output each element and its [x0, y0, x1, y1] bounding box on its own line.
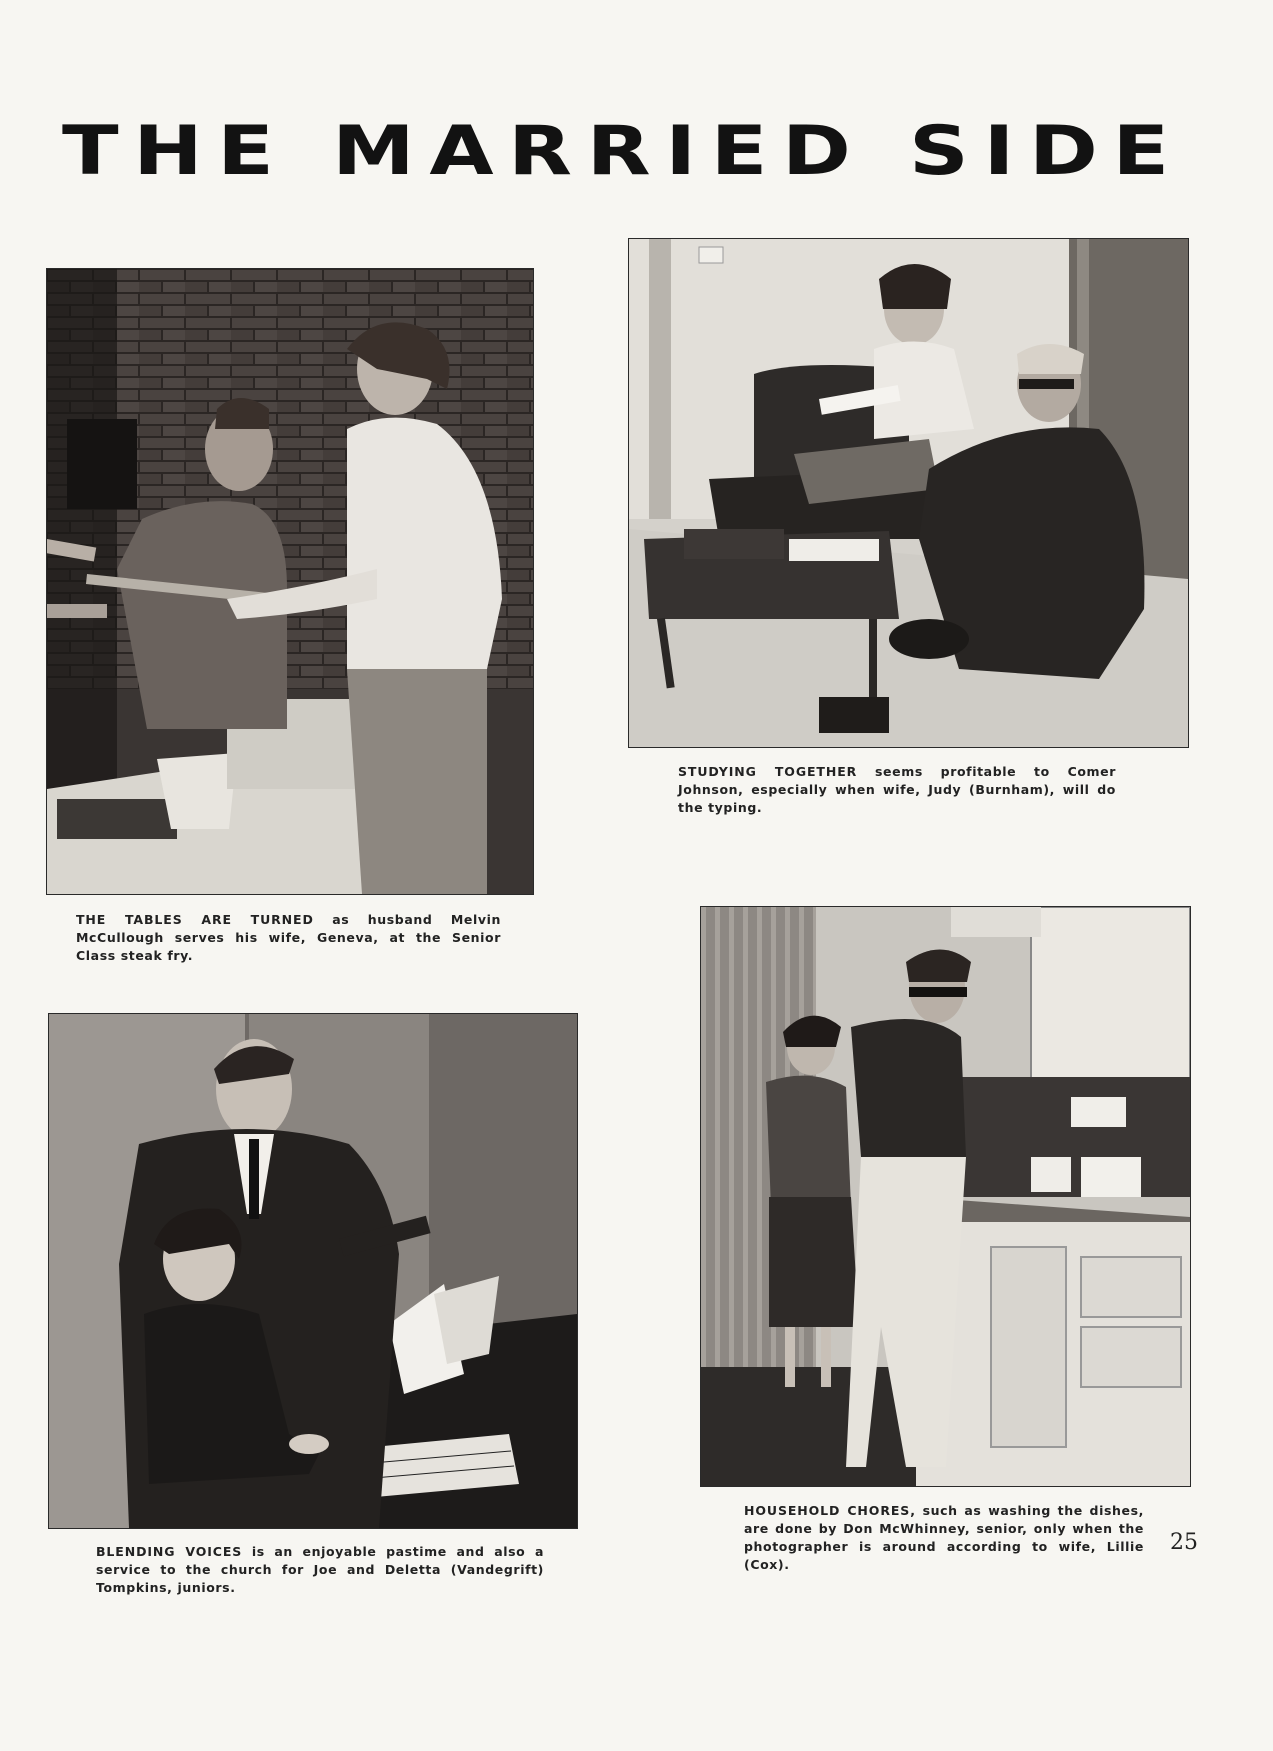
photo-piano — [48, 1013, 578, 1529]
caption-piano — [96, 1543, 544, 1597]
caption-lead: BLENDING VOICES — [96, 1544, 243, 1559]
page-number: 25 — [1170, 1530, 1198, 1555]
photo-studying — [628, 238, 1189, 748]
studying-image — [629, 239, 1188, 747]
piano-image — [49, 1014, 577, 1528]
page-title: THE MARRIED SIDE — [62, 112, 1184, 191]
caption-steak-fry — [76, 911, 501, 965]
caption-lead: HOUSEHOLD CHORES, — [744, 1503, 916, 1518]
steak-fry-image — [47, 269, 533, 894]
caption-kitchen — [744, 1502, 1144, 1574]
caption-lead: THE TABLES ARE TURNED — [76, 912, 314, 927]
photo-steak-fry — [46, 268, 534, 895]
caption-lead: STUDYING TOGETHER — [678, 764, 858, 779]
caption-text: seems profitable to Comer Johnson, especially when wife, Judy (Burnham), will do the typing. — [678, 764, 1117, 815]
caption-text: as husband Melvin McCullough serves his wife, Geneva, at the Senior Class steak fry. — [76, 912, 501, 963]
caption-text: such as washing the dishes, are done by Don McWhinney, senior, only when the photographer is around according to wife, Lillie (Cox). — [744, 1503, 1144, 1572]
caption-text: is an enjoyable pastime and also a service to the church for Joe and Deletta (Vandegrift) Tompkins, juniors. — [96, 1544, 544, 1595]
kitchen-image — [701, 907, 1190, 1486]
photo-kitchen — [700, 906, 1191, 1487]
caption-studying — [678, 763, 1116, 817]
